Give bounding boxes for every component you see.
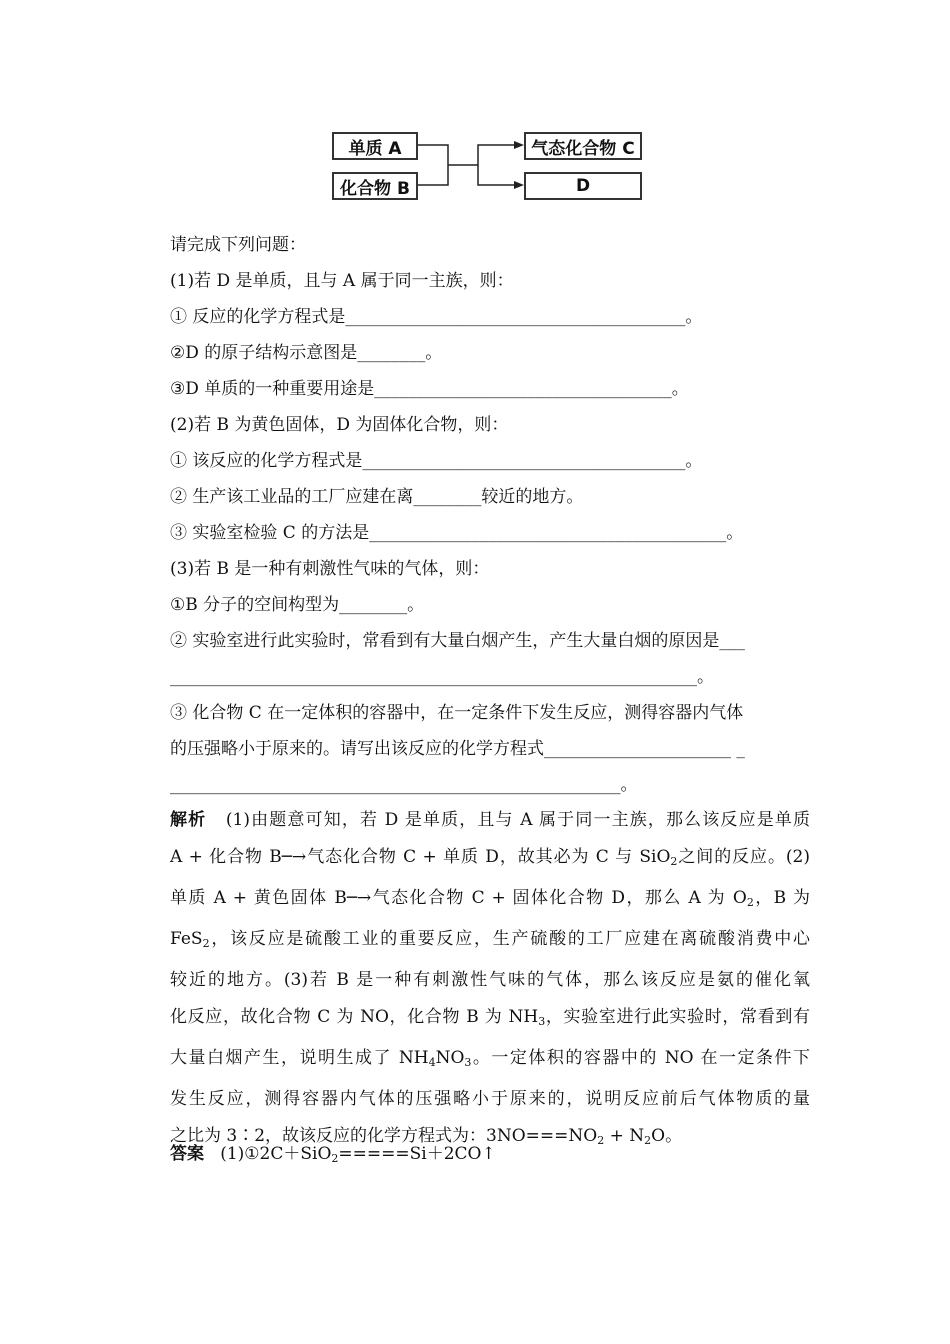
analysis-line: 化反应，故化合物 C 为 NO，化合物 B 为 $NH_3$，实验室进行此实验时，常看到有: [170, 1007, 811, 1028]
analysis-line: 较近的地方。(3)若 B 是一种有刺激性气味的气体，那么该反应是氨的催化氧: [170, 970, 810, 990]
question-3-1: ①B 分子的空间构型为________。: [170, 595, 425, 615]
question-3-2-line-1: ② 实验室进行此实验时，常看到有大量白烟产生，产生大量白烟的原因是___: [170, 631, 745, 651]
question-1-1: ① 反应的化学方程式是________________________________________。: [170, 307, 703, 327]
analysis-line: 单质 A + 黄色固体 B─→气态化合物 C + 固体化合物 D，那么 A 为 $O_2$，B 为: [170, 888, 810, 909]
question-intro: 请完成下列问题：: [170, 235, 306, 255]
box-d: [524, 172, 642, 200]
answer-label: 答案: [170, 1144, 204, 1164]
analysis-line: 大量白烟产生，说明生成了 $NH_4NO_3$。一定体积的容器中的 NO 在一定条件下: [170, 1048, 810, 1069]
question-1: (1)若 D 是单质，且与 A 属于同一主族，则：: [170, 271, 514, 291]
analysis-line: FeS$_2$，该反应是硫酸工业的重要反应，生产硫酸的工厂应建在离硫酸消费中心: [170, 929, 810, 950]
answer-subscript: 2: [331, 1152, 339, 1165]
analysis-line: 发生反应，测得容器内气体的压强略小于原来的，说明反应前后气体物质的量: [170, 1089, 810, 1109]
question-1-3: ③D 单质的一种重要用途是___________________________________。: [170, 379, 689, 399]
reaction-diagram: [330, 130, 650, 205]
box-compound-b-label: 化合物 B: [340, 178, 410, 199]
analysis-line: 之比为 3∶2，故该反应的化学方程式为：$3NO===NO_2 + N_2O$。: [170, 1126, 683, 1147]
box-d-label: D: [575, 176, 591, 196]
answer-text-suffix: =====Si＋2CO↑: [338, 1144, 496, 1164]
answer-section: [170, 1142, 496, 1171]
box-element-a-label: 单质 A: [348, 138, 402, 159]
question-3-3-line-2: 的压强略小于原来的。请写出该反应的化学方程式______________________ _: [170, 739, 745, 759]
question-3-2-line-2: ______________________________________________________________。: [170, 667, 714, 687]
question-3-3-line-1: ③ 化合物 C 在一定体积的容器中，在一定条件下发生反应，测得容器内气体: [170, 703, 744, 723]
box-gas-compound-c: [524, 132, 642, 160]
question-2: (2)若 B 为黄色固体，D 为固体化合物，则：: [170, 415, 509, 435]
box-element-a: [332, 132, 418, 160]
box-compound-b: [332, 172, 418, 200]
answer-text-prefix: (1)①2C＋SiO: [220, 1144, 332, 1164]
question-1-2: ②D 的原子结构示意图是________。: [170, 343, 443, 363]
question-2-1: ① 该反应的化学方程式是______________________________________。: [170, 451, 703, 471]
question-2-2: ② 生产该工业品的工厂应建在离________较近的地方。: [170, 487, 584, 507]
analysis-section: [170, 802, 810, 1159]
question-3: (3)若 B 是一种有刺激性气味的气体，则：: [170, 559, 490, 579]
box-gas-compound-c-label: 气态化合物 C: [531, 138, 635, 159]
analysis-line: 解析 (1)由题意可知，若 D 是单质，且与 A 属于同一主族，那么该反应是单质: [170, 810, 810, 830]
question-2-3: ③ 实验室检验 C 的方法是__________________________________________。: [170, 523, 744, 543]
analysis-label: 解析: [170, 810, 207, 830]
question-3-3-line-3: _____________________________________________________。: [170, 775, 638, 795]
analysis-line: A + 化合物 B─→气态化合物 C + 单质 D，故其必为 C 与 SiO$_2$之间的反应。(2): [170, 847, 810, 868]
